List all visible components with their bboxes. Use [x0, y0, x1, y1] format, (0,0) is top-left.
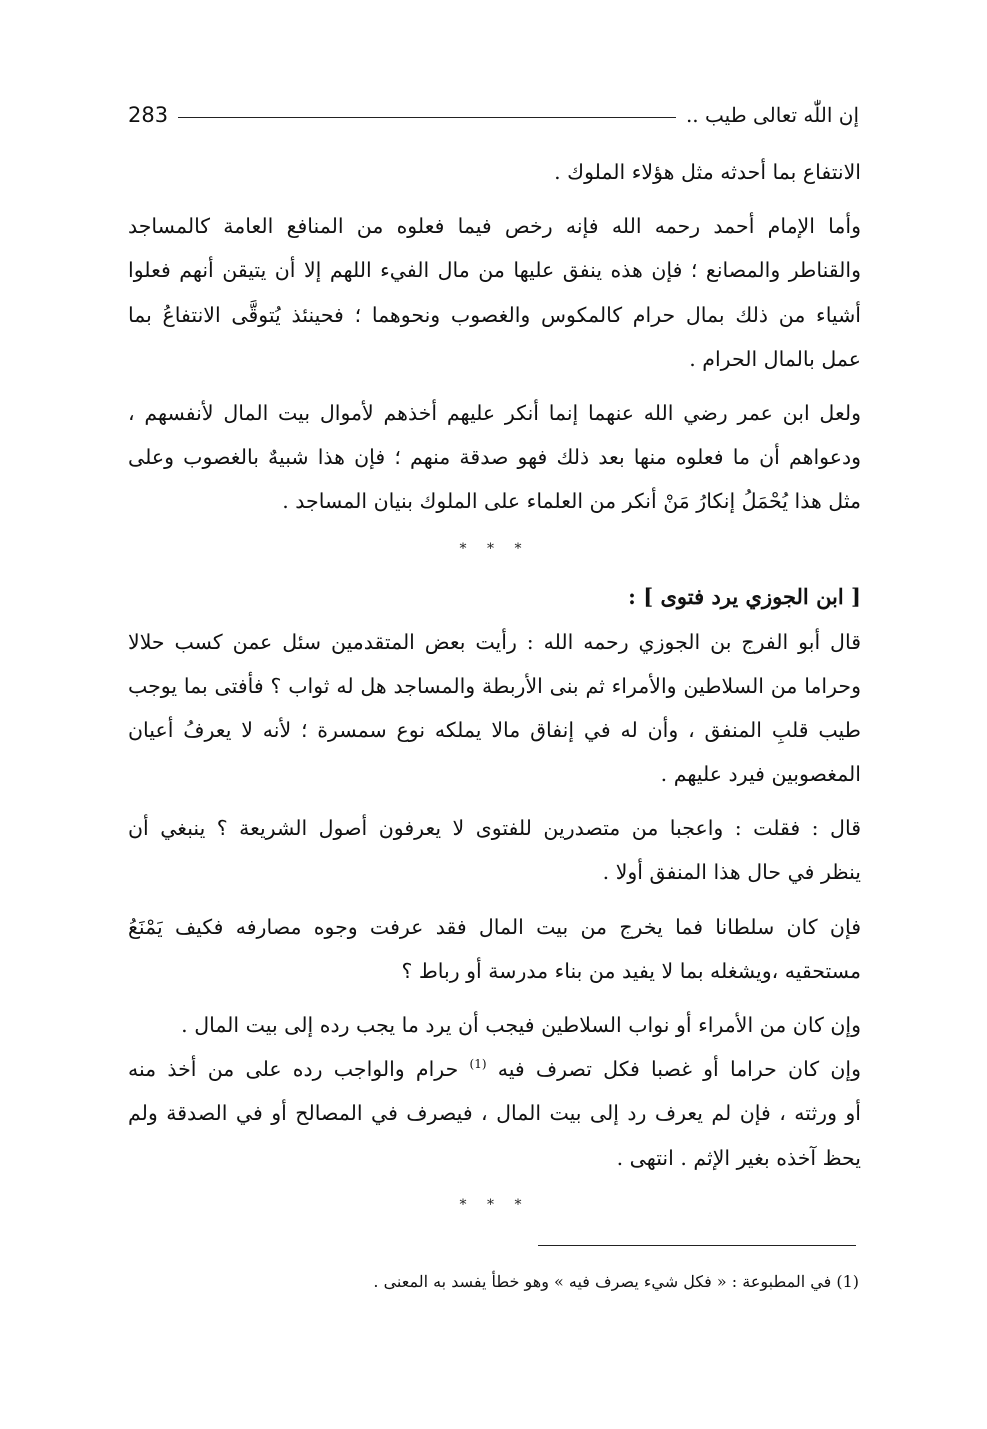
- text-line: مثل هذا يُحْمَلُ إنكارُ مَنْ أنكر من العلماء على الملوك بنيان المساجد .: [282, 489, 861, 514]
- page-number: 283: [128, 103, 169, 127]
- text-line: قال أبو الفرج بن الجوزي رحمه الله : رأيت بعض المتقدمين سئل عمن كسب حلالا: [128, 629, 861, 654]
- text-line: الانتفاع بما أحدثه مثل هؤلاء الملوك .: [554, 160, 861, 184]
- text-line: وأما الإمام أحمد رحمه الله فإنه رخص فيما فعلوه من المنافع العامة كالمساجد: [128, 214, 861, 239]
- footnote: (1) في المطبوعة : « فكل شيء يصرف فيه » وهو خطأ يفسد به المعنى .: [373, 1272, 859, 1291]
- text-line: يحظ آخذه بغير الإثم . انتهى .: [616, 1145, 861, 1170]
- page-header: [128, 98, 859, 132]
- paragraph-2: [128, 204, 861, 381]
- paragraph-1: [128, 150, 861, 194]
- text-line: فإن كان سلطانا فما يخرج من بيت المال فقد عرفت وجوه مصارفه فكيف يَمْنَعُ: [128, 914, 861, 939]
- section-separator: * * *: [459, 1196, 530, 1213]
- paragraph-7: [128, 1003, 861, 1047]
- header-rule: [178, 117, 676, 118]
- text-line: والقناطر والمصانع ؛ فإن هذه ينفق عليها من مال الفيء اللهم إلا أن يتيقن أنهم فعلوا: [128, 258, 861, 283]
- running-title: إن اللّٰه تعالى طيب ..: [685, 103, 859, 127]
- page-body: [128, 150, 861, 1220]
- paragraph-5: [128, 806, 861, 894]
- text-line: طيب قلبِ المنفق ، وأن له في إنفاق مالا يملكه نوع سمسرة ؛ لأنه لا يعرفُ أعيان: [128, 717, 861, 742]
- footnote-rule: [538, 1245, 856, 1246]
- text-line: أشياء من ذلك بمال حرام كالمكوس والغصوب ونحوهما ؛ فحينئذ يُتوقَّى الانتفاعُ بما: [128, 302, 861, 327]
- paragraph-8: [128, 1047, 861, 1180]
- paragraph-3: [128, 391, 861, 524]
- text-span: وإن كان حراما أو غصبا فكل تصرف فيه: [497, 1057, 861, 1082]
- section-heading: [ ابن الجوزي يرد فتوى ] :: [628, 583, 861, 609]
- text-span: حرام والواجب رده على من أخذ منه: [128, 1057, 459, 1082]
- footnote-marker[interactable]: (1): [469, 1057, 487, 1072]
- text-line: [128, 1047, 861, 1091]
- text-line: المغصوبين فيرد عليهم .: [660, 762, 861, 787]
- text-line: مستحقيه ،ويشغله بما لا يفيد من بناء مدرسة أو رباط ؟: [401, 958, 861, 983]
- paragraph-6: [128, 905, 861, 993]
- text-line: ولعل ابن عمر رضي الله عنهما إنما أنكر عليهم أخذهم لأموال بيت المال لأنفسهم ،: [128, 400, 861, 425]
- text-line: وإن كان من الأمراء أو نواب السلاطين فيجب أن يرد ما يجب رده إلى بيت المال .: [181, 1013, 861, 1037]
- text-line: عمل بالمال الحرام .: [689, 346, 861, 371]
- text-line: وحراما من السلاطين والأمراء ثم بنى الأربطة والمساجد هل له ثواب ؟ فأفتى بما يوجب: [128, 673, 861, 698]
- section-separator: * * *: [459, 540, 530, 557]
- text-line: قال : فقلت : واعجبا من متصدرين للفتوى لا يعرفون أصول الشريعة ؟ ينبغي أن: [128, 816, 861, 841]
- text-line: أو ورثته ، فإن لم يعرف رد إلى بيت المال ، فيصرف في المصالح أو في الصدقة ولم: [128, 1101, 861, 1126]
- text-line: ينظر في حال هذا المنفق أولا .: [602, 860, 861, 885]
- paragraph-4: [128, 620, 861, 797]
- text-line: ودعواهم أن ما فعلوه منها بعد ذلك فهو صدقة منهم ؛ فإن هذا شبيهٌ بالغصوب وعلى: [128, 445, 861, 470]
